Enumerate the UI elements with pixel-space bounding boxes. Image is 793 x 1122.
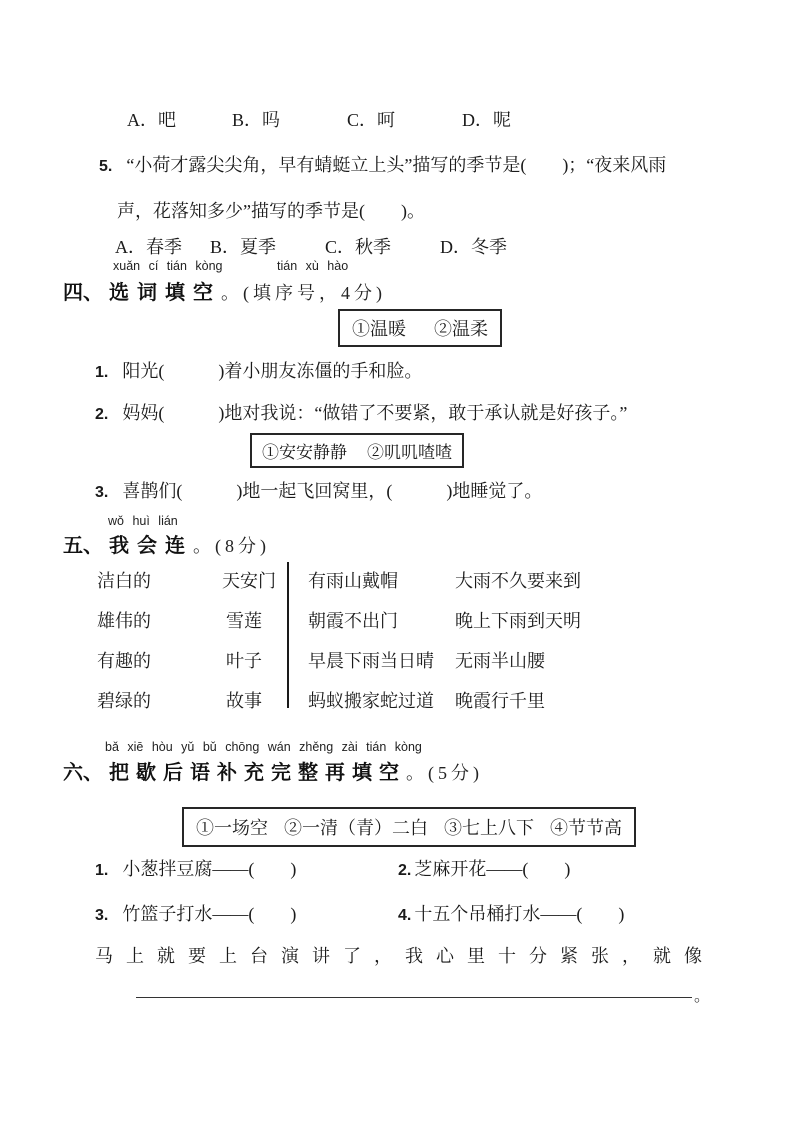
match-adj: 雄伟的 [97,611,151,631]
xiehouyu-item-3: 3. 竹篮子打水——( ) [95,904,297,924]
section5-number: 五、 [63,535,103,557]
sentence-end-period: 。 [694,988,711,1005]
word-option: ②叽叽喳喳 [367,443,452,462]
option-c-autumn: C．秋季 [325,237,392,257]
question-5-number: 5. [99,158,113,175]
word-box-anjing-zhazha [250,433,464,468]
word-box-wennuan-wenrou [338,309,502,347]
match-saying: 朝霞不出门 [308,611,398,631]
section6-pinyin: bǎ xiē hòu yǔ bǔ chōng wán zhěng zài tián kòng [105,740,422,754]
fill-sentence: 马上就要上台演讲了，我心里十分紧张，就像 [95,946,715,966]
fill-item-1: 1. 阳光( )着小朋友冻僵的手和脸。 [95,361,423,381]
section4-pinyin-note: tián xù hào [277,259,349,273]
question-5-line1: 5. “小荷才露尖尖角，早有蜻蜓立上头”描写的季节是( )；“夜来风雨 [99,155,667,175]
match-noun: 叶子 [226,651,262,671]
option-b-ma: B．吗 [232,110,281,130]
section6-note: 。(5分) [406,763,483,783]
xiehouyu-item-2: 2. 芝麻开花——( ) [398,859,571,879]
match-adj: 碧绿的 [97,691,151,711]
xiehouyu-item-4: 4. 十五个吊桶打水——( ) [398,904,625,924]
match-noun: 雪莲 [226,611,262,631]
section4-note: 。(填序号，4分) [221,283,386,303]
question-5-line2: 声，花落知多少”描写的季节是( )。 [117,201,425,221]
xiehouyu-item-1: 1. 小葱拌豆腐——( ) [95,859,297,879]
option-d-winter: D．冬季 [440,237,507,257]
word-option: ①一场空 [196,818,268,838]
option-a-ba: A．吧 [127,110,176,130]
match-saying: 蚂蚁搬家蛇过道 [308,691,434,711]
option-d-ne: D．呢 [462,110,511,130]
match-saying: 早晨下雨当日晴 [308,651,434,671]
word-option: ④节节高 [550,818,622,838]
word-option: ①安安静静 [262,443,347,462]
match-adj: 有趣的 [97,651,151,671]
option-a-spring: A．春季 [115,237,182,257]
match-meaning: 无雨半山腰 [455,651,545,671]
match-saying: 有雨山戴帽 [308,571,398,591]
word-option: ③七上八下 [444,818,534,838]
section4-heading [63,276,386,305]
answer-blank-line [136,997,692,998]
section5-pinyin: wǒ huì lián [108,514,178,528]
option-b-summer: B．夏季 [210,237,277,257]
fill-item-2: 2. 妈妈( )地对我说：“做错了不要紧，敢于承认就是好孩子。” [95,403,628,423]
word-option: ①温暖 [352,319,406,339]
match-noun: 故事 [226,691,262,711]
section4-pinyin-title: xuǎn cí tián kòng [113,259,223,273]
match-adj: 洁白的 [97,571,151,591]
match-column-divider [287,562,289,708]
option-c-he: C．呵 [347,110,396,130]
section4-title: 选词填空 [109,282,221,304]
section5-title: 我会连 [109,535,193,557]
word-option: ②一清（青）二白 [284,818,428,838]
word-box-xiehouyu [182,807,636,847]
section6-title: 把歇后语补充完整再填空 [109,762,406,784]
section6-heading [63,756,483,785]
section6-number: 六、 [63,762,103,784]
section5-note: 。(8分) [193,536,270,556]
match-meaning: 晚上下雨到天明 [455,611,581,631]
word-option: ②温柔 [434,319,488,339]
section5-heading [63,529,270,558]
fill-item-3: 3. 喜鹊们( )地一起飞回窝里，( )地睡觉了。 [95,481,543,501]
section4-number: 四、 [63,282,103,304]
match-noun: 天安门 [222,571,276,591]
match-meaning: 大雨不久要来到 [455,571,581,591]
match-meaning: 晚霞行千里 [455,691,545,711]
